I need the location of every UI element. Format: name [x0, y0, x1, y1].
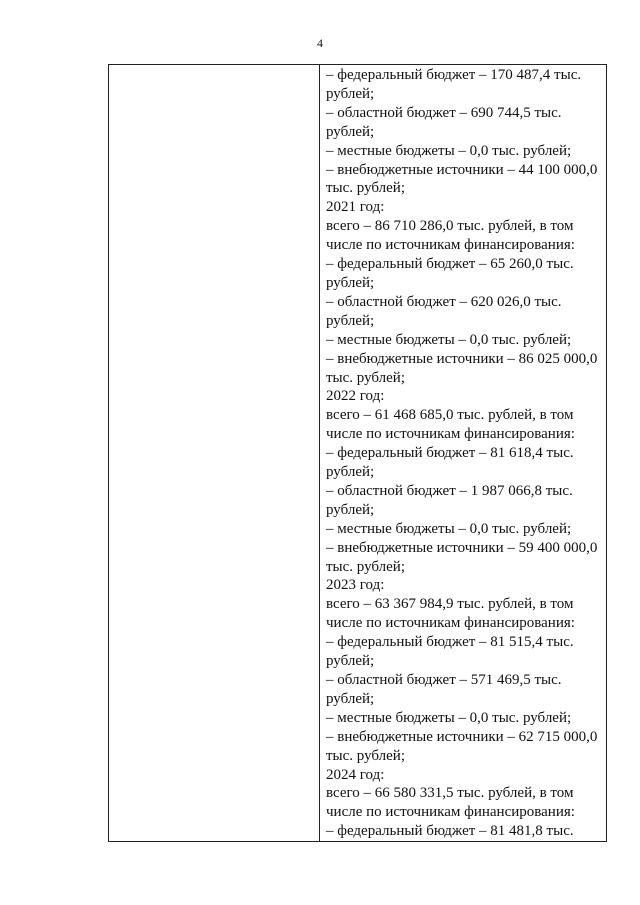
text-line: всего – 86 710 286,0 тыс. рублей, в том — [326, 218, 574, 235]
text-line: 2024 год: — [326, 766, 385, 783]
text-line: числе по источникам финансирования: — [326, 615, 575, 632]
text-line: – федеральный бюджет – 65 260,0 тыс. — [326, 256, 574, 273]
text-line: – местные бюджеты – 0,0 тыс. рублей; — [326, 142, 572, 159]
text-line: всего – 63 367 984,9 тыс. рублей, в том — [326, 596, 574, 613]
financing-text — [320, 65, 606, 841]
text-line: – местные бюджеты – 0,0 тыс. рублей; — [326, 331, 572, 348]
left-cell — [109, 65, 320, 842]
text-line: – местные бюджеты – 0,0 тыс. рублей; — [326, 520, 572, 537]
text-line: рублей; — [326, 690, 375, 707]
text-line: всего – 66 580 331,5 тыс. рублей, в том — [326, 785, 574, 802]
table-row — [109, 65, 607, 842]
text-line: – внебюджетные источники – 44 100 000,0 — [326, 161, 598, 178]
text-line: рублей; — [326, 501, 375, 518]
text-line: рублей; — [326, 312, 375, 329]
text-line: рублей; — [326, 85, 375, 102]
text-line: числе по источникам финансирования: — [326, 237, 575, 254]
text-line: – внебюджетные источники – 86 025 000,0 — [326, 350, 598, 367]
text-line: тыс. рублей; — [326, 747, 405, 764]
text-line: тыс. рублей; — [326, 558, 405, 575]
text-line: – внебюджетные источники – 62 715 000,0 — [326, 728, 598, 745]
text-line: – федеральный бюджет – 81 481,8 тыс. — [326, 823, 574, 840]
text-line: числе по источникам финансирования: — [326, 804, 575, 821]
text-line: – федеральный бюджет – 81 515,4 тыс. — [326, 634, 574, 651]
text-line: рублей; — [326, 464, 375, 481]
text-line: – областной бюджет – 1 987 066,8 тыс. — [326, 482, 573, 499]
text-line: рублей; — [326, 653, 375, 670]
text-line: 2021 год: — [326, 199, 385, 216]
text-line: тыс. рублей; — [326, 180, 405, 197]
right-cell — [320, 65, 607, 842]
text-line: 2022 год: — [326, 388, 385, 405]
text-line: 2023 год: — [326, 577, 385, 594]
text-line: – местные бюджеты – 0,0 тыс. рублей; — [326, 709, 572, 726]
text-line: – федеральный бюджет – 81 618,4 тыс. — [326, 445, 574, 462]
page-number: 4 — [317, 36, 323, 50]
text-line: рублей; — [326, 123, 375, 140]
text-line: – областной бюджет – 620 026,0 тыс. — [326, 293, 562, 310]
text-line: – областной бюджет – 571 469,5 тыс. — [326, 672, 562, 688]
financing-table — [108, 64, 607, 842]
text-line: тыс. рублей; — [326, 369, 405, 386]
text-line: числе по источникам финансирования: — [326, 426, 575, 443]
text-line: – внебюджетные источники – 59 400 000,0 — [326, 539, 598, 556]
text-line: – областной бюджет – 690 744,5 тыс. — [326, 104, 562, 121]
text-line: рублей; — [326, 274, 375, 291]
text-line: всего – 61 468 685,0 тыс. рублей, в том — [326, 407, 574, 424]
text-line: – федеральный бюджет – 170 487,4 тыс. — [326, 67, 582, 83]
